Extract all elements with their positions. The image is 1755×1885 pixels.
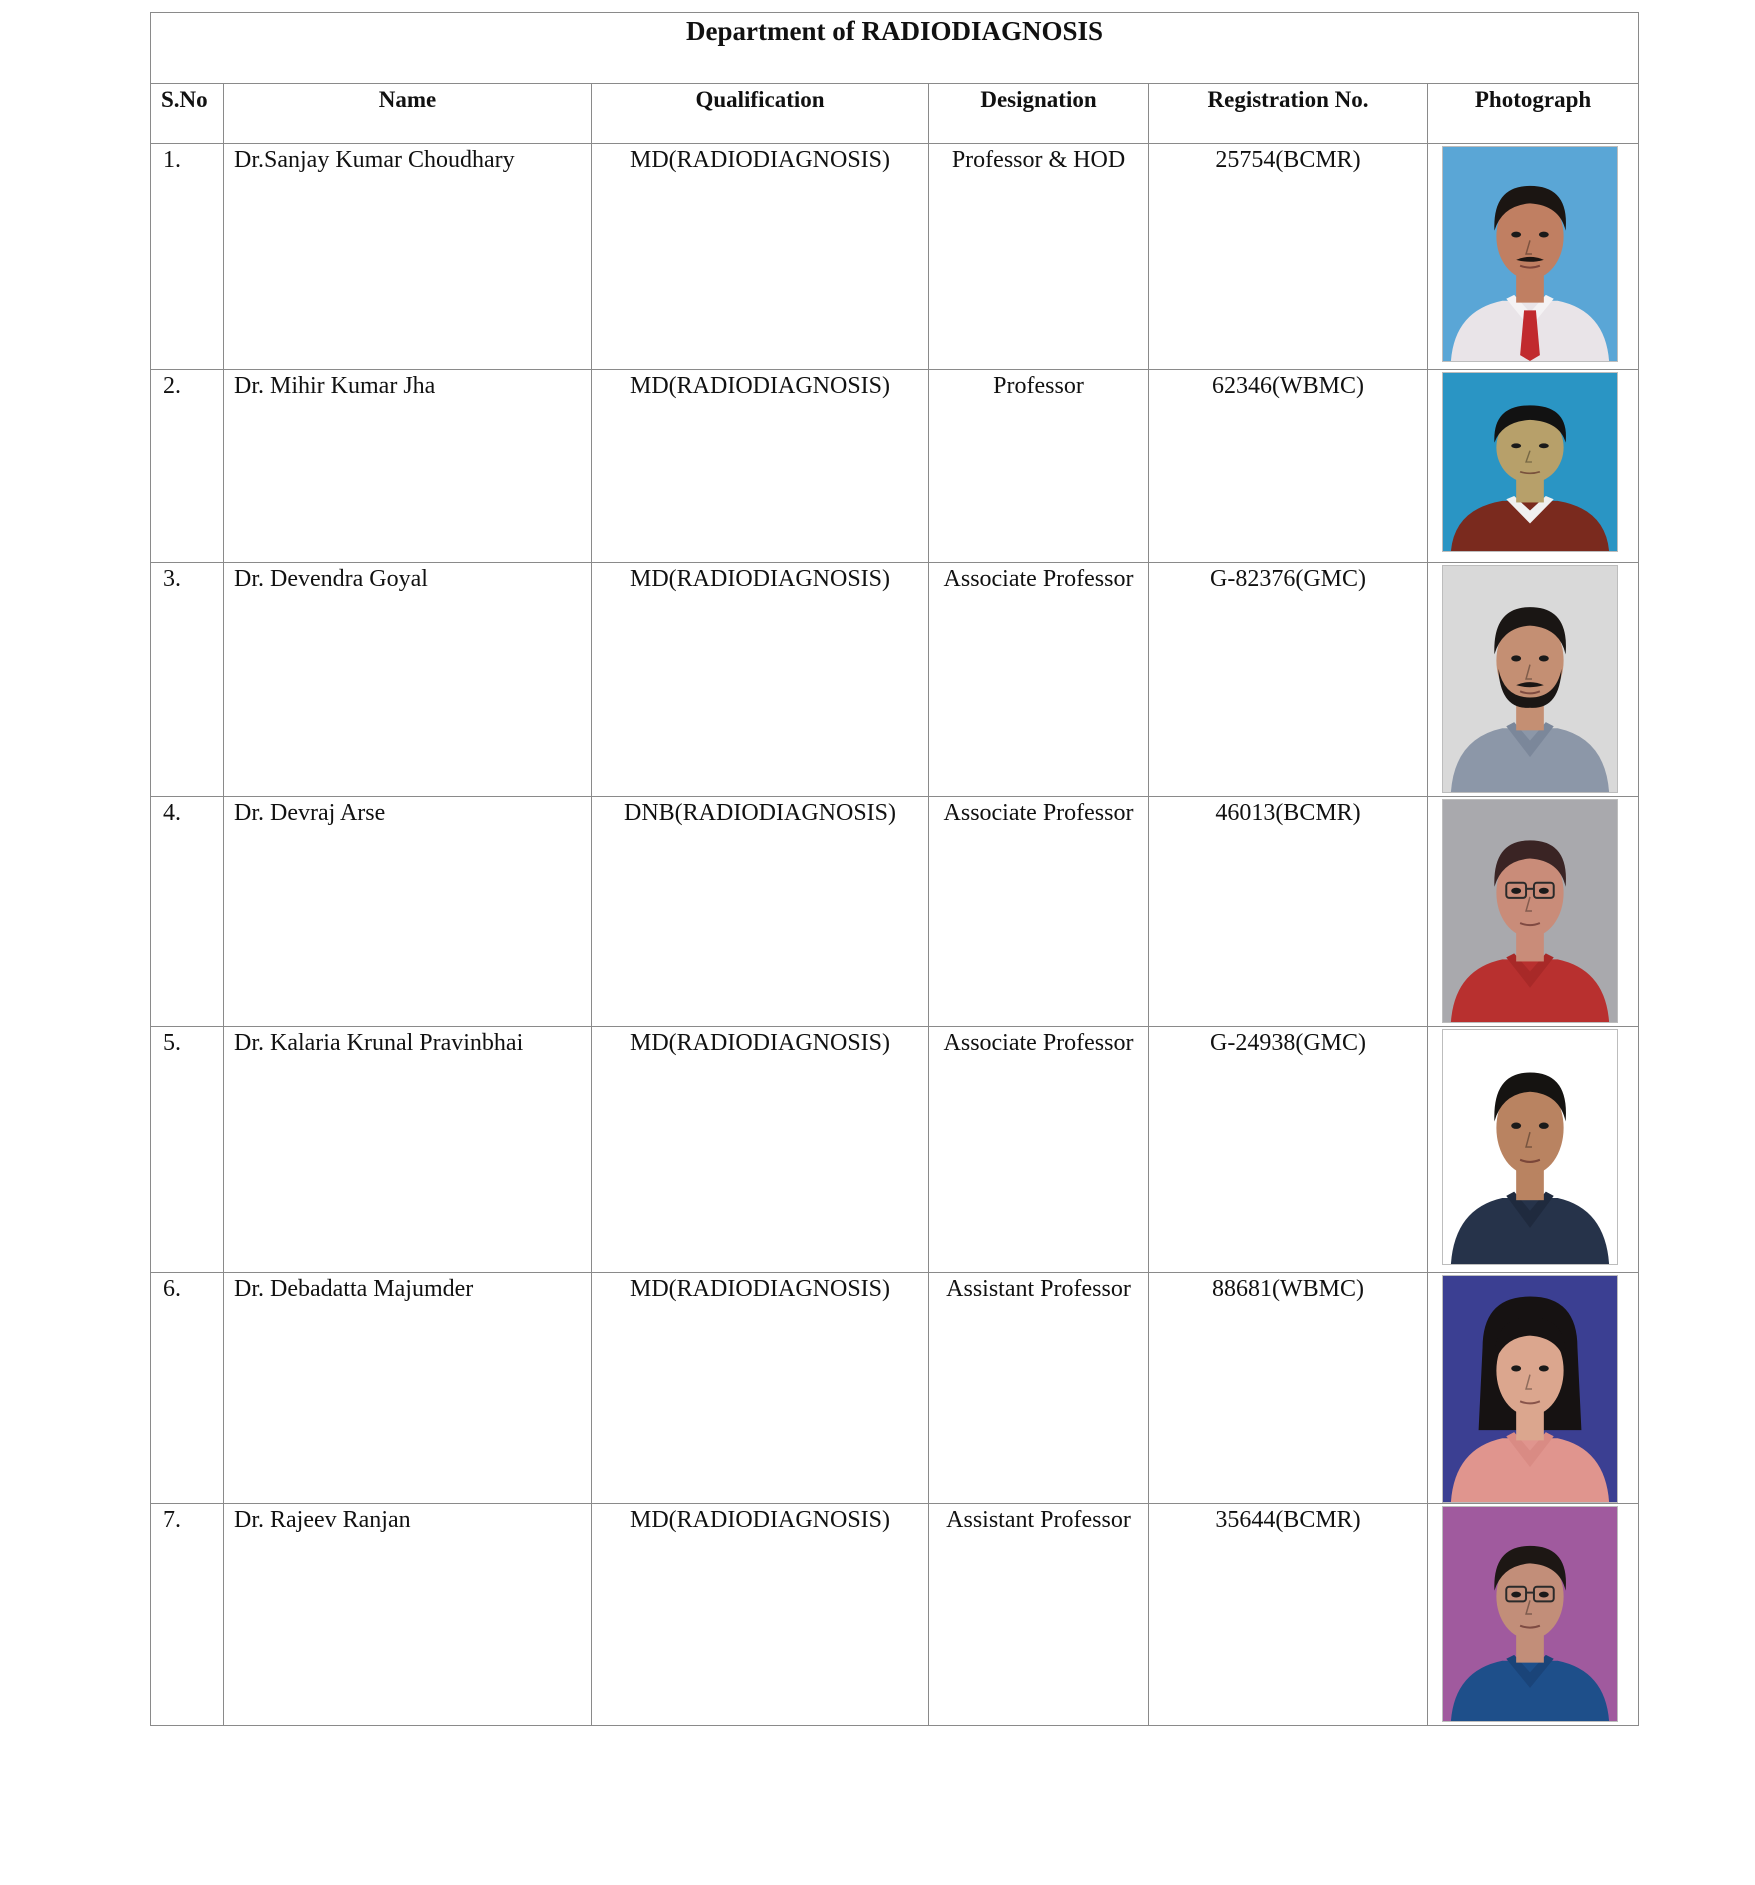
cell-qualification: MD(RADIODIAGNOSIS) <box>592 144 929 370</box>
cell-registration: G-82376(GMC) <box>1149 563 1428 797</box>
cell-sno: 2. <box>151 370 224 563</box>
portrait-image <box>1443 147 1617 361</box>
table-title: Department of RADIODIAGNOSIS <box>151 13 1639 84</box>
cell-name: Dr. Mihir Kumar Jha <box>224 370 592 563</box>
photograph <box>1442 1029 1618 1265</box>
cell-registration: 35644(BCMR) <box>1149 1504 1428 1726</box>
cell-registration: G-24938(GMC) <box>1149 1027 1428 1273</box>
cell-name: Dr. Devendra Goyal <box>224 563 592 797</box>
cell-qualification: MD(RADIODIAGNOSIS) <box>592 1504 929 1726</box>
cell-designation: Associate Professor <box>929 1027 1149 1273</box>
cell-sno: 7. <box>151 1504 224 1726</box>
cell-designation: Professor <box>929 370 1149 563</box>
table-row <box>151 563 1639 797</box>
cell-qualification: MD(RADIODIAGNOSIS) <box>592 370 929 563</box>
cell-registration: 46013(BCMR) <box>1149 797 1428 1027</box>
cell-designation: Professor & HOD <box>929 144 1149 370</box>
portrait-image <box>1443 1276 1617 1502</box>
table-row <box>151 1504 1639 1726</box>
cell-photograph <box>1428 144 1639 370</box>
cell-name: Dr. Rajeev Ranjan <box>224 1504 592 1726</box>
table-row <box>151 144 1639 370</box>
cell-sno: 1. <box>151 144 224 370</box>
cell-photograph <box>1428 1504 1639 1726</box>
header-designation: Designation <box>929 84 1149 144</box>
photograph <box>1442 565 1618 793</box>
cell-photograph <box>1428 563 1639 797</box>
photograph <box>1442 1506 1618 1722</box>
photograph <box>1442 146 1618 362</box>
cell-photograph <box>1428 1027 1639 1273</box>
cell-name: Dr.Sanjay Kumar Choudhary <box>224 144 592 370</box>
cell-sno: 3. <box>151 563 224 797</box>
cell-sno: 6. <box>151 1273 224 1504</box>
cell-name: Dr. Debadatta Majumder <box>224 1273 592 1504</box>
photograph <box>1442 799 1618 1023</box>
cell-sno: 4. <box>151 797 224 1027</box>
cell-name: Dr. Kalaria Krunal Pravinbhai <box>224 1027 592 1273</box>
table-row <box>151 370 1639 563</box>
portrait-image <box>1443 566 1617 792</box>
table-row <box>151 1273 1639 1504</box>
photograph <box>1442 1275 1618 1503</box>
cell-photograph <box>1428 797 1639 1027</box>
portrait-image <box>1443 800 1617 1022</box>
cell-name: Dr. Devraj Arse <box>224 797 592 1027</box>
cell-registration: 88681(WBMC) <box>1149 1273 1428 1504</box>
table-row <box>151 1027 1639 1273</box>
table-body <box>151 144 1639 1726</box>
cell-registration: 62346(WBMC) <box>1149 370 1428 563</box>
cell-registration: 25754(BCMR) <box>1149 144 1428 370</box>
cell-photograph <box>1428 1273 1639 1504</box>
cell-designation: Assistant Professor <box>929 1504 1149 1726</box>
cell-qualification: MD(RADIODIAGNOSIS) <box>592 1273 929 1504</box>
table-row <box>151 797 1639 1027</box>
portrait-image <box>1443 1507 1617 1721</box>
portrait-image <box>1443 373 1617 551</box>
photograph <box>1442 372 1618 552</box>
title-row <box>151 13 1639 84</box>
header-row <box>151 84 1639 144</box>
cell-designation: Associate Professor <box>929 797 1149 1027</box>
cell-designation: Assistant Professor <box>929 1273 1149 1504</box>
header-photograph: Photograph <box>1428 84 1639 144</box>
cell-photograph <box>1428 370 1639 563</box>
header-name: Name <box>224 84 592 144</box>
header-registration: Registration No. <box>1149 84 1428 144</box>
faculty-sheet <box>150 12 1638 1726</box>
header-qualification: Qualification <box>592 84 929 144</box>
faculty-table <box>150 12 1639 1726</box>
portrait-image <box>1443 1030 1617 1264</box>
cell-designation: Associate Professor <box>929 563 1149 797</box>
cell-qualification: MD(RADIODIAGNOSIS) <box>592 563 929 797</box>
header-sno: S.No <box>151 84 224 144</box>
cell-qualification: DNB(RADIODIAGNOSIS) <box>592 797 929 1027</box>
cell-sno: 5. <box>151 1027 224 1273</box>
cell-qualification: MD(RADIODIAGNOSIS) <box>592 1027 929 1273</box>
